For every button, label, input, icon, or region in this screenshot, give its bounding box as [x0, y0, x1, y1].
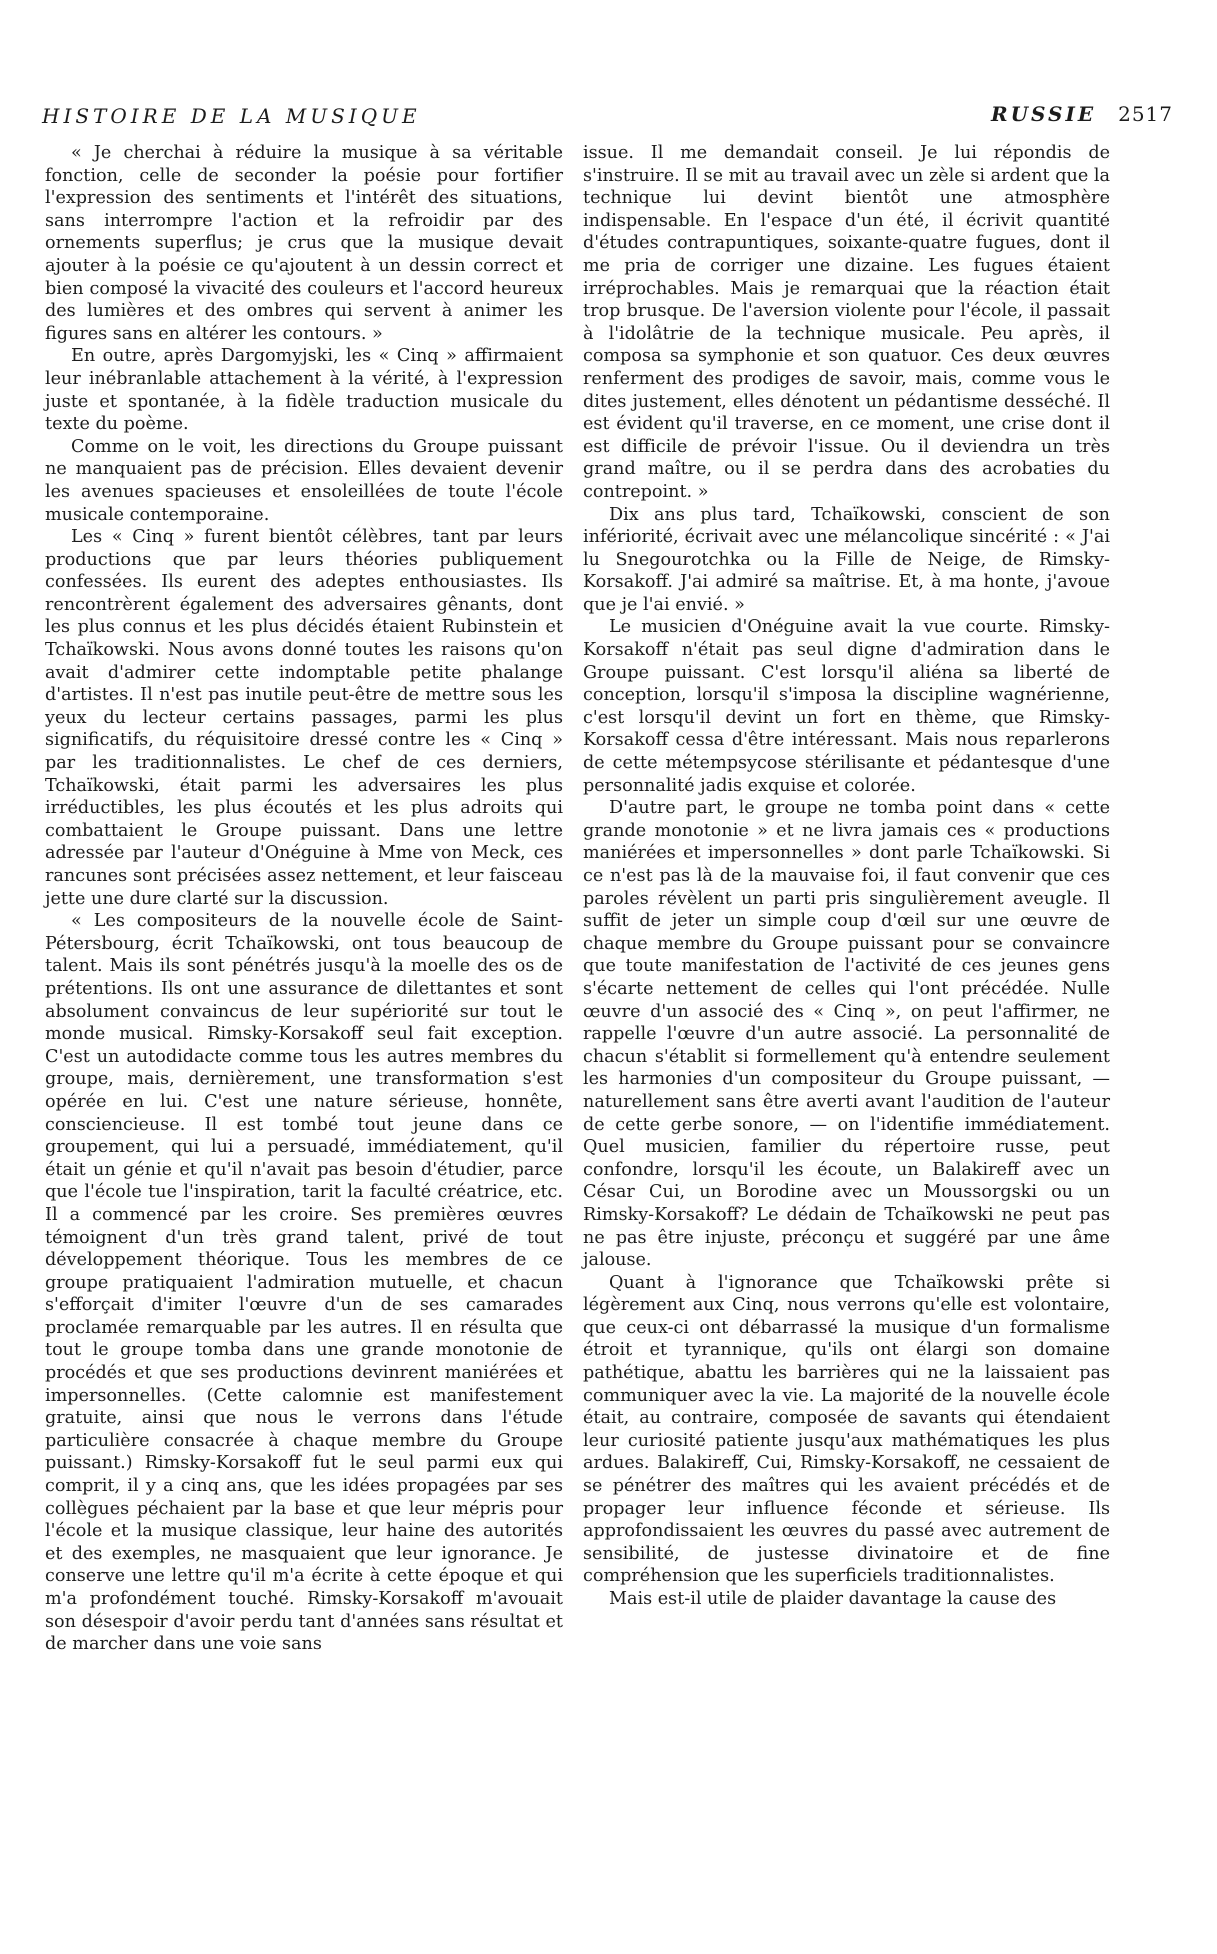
paragraph: issue. Il me demandait conseil. Je lui répondis de s'instruire. Il se mit au travail avec un zèle si ardent que la technique lui devint bientôt une atmosphère indispensable. En l'espace d'un été, il écrivit quantité d'études contrapuntiques, soixante-quatre fugues, dont il me pria de corriger une dizaine. Les fugues étaient irréprochables. Mais je remarquai que la réaction était trop brusque. De l'aversion violente pour l'école, il passait à l'idolâtrie de la technique musicale. Peu après, il composa sa symphonie et son quatuor. Ces deux œuvres renferment des prodiges de savoir, mais, comme vous le dites justement, elles dénotent un pédantisme desséché. Il est évident qu'il traverse, en ce moment, une crise dont il est difficile de prévoir l'issue. Ou il deviendra un très grand maître, ou il se perdra dans des acrobaties du contrepoint. » — [583, 143, 1110, 502]
paragraph: Le musicien d'Onéguine avait la vue courte. Rimsky-Korsakoff n'était pas seul digne d'admiration dans le Groupe puissant. C'est lorsqu'il aliéna sa liberté de conception, lorsqu'il s'imposa la discipline wagnérienne, c'est lorsqu'il devint un fort en thème, que Rimsky-Korsakoff cessa d'être intéressant. Mais nous reparlerons de cette métempsycose stérilisante et pédantesque d'une personnalité jadis exquise et colorée. — [583, 617, 1110, 796]
paragraph: « Je cherchai à réduire la musique à sa véritable fonction, celle de seconder la poésie pour fortifier l'expression des sentiments et l'intérêt des situations, sans interrompre l'action et la refroidir par des ornements superflus; je crus que la musique devait ajouter à la poésie ce qu'ajoutent à un dessin correct et bien composé la vivacité des couleurs et l'accord heureux des lumières et des ombres qui servent à animer les figures sans en altérer les contours. » — [45, 143, 563, 344]
paragraph: Dix ans plus tard, Tchaïkowski, conscient de son infériorité, écrivait avec une mélancolique sincérité : « J'ai lu Snegourotchka ou la Fille de Neige, de Rimsky-Korsakoff. J'ai admiré sa maîtrise. Et, à ma honte, j'avoue que je l'ai envié. » — [583, 504, 1110, 615]
section-title: RUSSIE — [990, 102, 1097, 126]
right-column — [583, 142, 1110, 1611]
paragraph: Les « Cinq » furent bientôt célèbres, tant par leurs productions que par leurs théories publiquement confessées. Ils eurent des adeptes enthousiastes. Ils rencontrèrent également des adversaires gênants, dont les plus connus et les plus décidés étaient Rubinstein et Tchaïkowski. Nous avons donné toutes les raisons qu'on avait d'admirer cette indomptable petite phalange d'artistes. Il n'est pas inutile peut-être de mettre sous les yeux du lecteur certains passages, parmi les plus significatifs, du réquisitoire dressé contre les « Cinq » par les traditionnalistes. Le chef de ces derniers, Tchaïkowski, était parmi les adversaires les plus irréductibles, les plus écoutés et les plus adroits qui combattaient le Groupe puissant. Dans une lettre adressée par l'auteur d'Onéguine à Mme von Meck, ces rancunes sont précisées assez nettement, et leur faisceau jette une dure clarté sur la discussion. — [45, 527, 563, 909]
running-title: HISTOIRE DE LA MUSIQUE — [42, 104, 421, 128]
page-number: 2517 — [1118, 102, 1173, 126]
paragraph: Quant à l'ignorance que Tchaïkowski prête si légèrement aux Cinq, nous verrons qu'elle est volontaire, que ceux-ci ont débarrassé la musique d'un formalisme étroit et tyrannique, qu'ils ont élargi son domaine pathétique, abattu les barrières qui ne la laissaient pas communiquer avec la vie. La majorité de la nouvelle école était, au contraire, composée de savants qui étendaient leur curiosité patiente jusqu'aux mathématiques les plus ardues. Balakireff, Cui, Rimsky-Korsakoff, ne cessaient de se pénétrer des maîtres qui les avaient précédés et de propager leur influence féconde et sérieuse. Ils approfondissaient les œuvres du passé avec autrement de sensibilité, de justesse divinatoire et de fine compréhension que les superficiels traditionnalistes. — [583, 1272, 1110, 1587]
left-column — [45, 142, 563, 1656]
header-right — [991, 102, 1173, 126]
paragraph: En outre, après Dargomyjski, les « Cinq » affirmaient leur inébranlable attachement à la vérité, à l'expression juste et spontanée, à la fidèle traduction musicale du texte du poème. — [45, 346, 563, 435]
paragraph: Comme on le voit, les directions du Groupe puissant ne manquaient pas de précision. Elles devaient devenir les avenues spacieuses et ensoleillées de toute l'école musicale contemporaine. — [45, 436, 563, 525]
paragraph: « Les compositeurs de la nouvelle école de Saint-Pétersbourg, écrit Tchaïkowski, ont tous beaucoup de talent. Mais ils sont pénétrés jusqu'à la moelle des os de prétentions. Ils ont une assurance de dilettantes et sont absolument convaincus de leur supériorité sur tout le monde musical. Rimsky-Korsakoff seul fait exception. C'est un autodidacte comme tous les autres membres du groupe, mais, dernièrement, une transformation s'est opérée en lui. C'est une nature sérieuse, honnête, consciencieuse. Il est tombé tout jeune dans ce groupement, qui lui a persuadé, immédiatement, qu'il était un génie et qu'il n'avait pas besoin d'étudier, parce que l'école tue l'inspiration, tarit la faculté créatrice, etc. Il a commencé par les croire. Ses premières œuvres témoignent d'un très grand talent, privé de tout développement théorique. Tous les membres de ce groupe pratiquaient l'admiration mutuelle, et chacun s'efforçait d'imiter l'œuvre d'un de ses camarades proclamée remarquable par les autres. Il en résulta que tout le groupe tomba dans une grande monotonie de procédés et que ses productions devinrent maniérées et impersonnelles. (Cette calomnie est manifestement gratuite, ainsi que nous le verrons dans l'étude particulière consacrée à chaque membre du Groupe puissant.) Rimsky-Korsakoff fut le seul parmi eux qui comprit, il y a cinq ans, que les idées propagées par ses collègues péchaient par la base et que leur mépris pour l'école et la musique classique, leur haine des autorités et des exemples, ne masquaient que leur ignorance. Je conserve une lettre qu'il m'a écrite à cette époque et qui m'a profondément touché. Rimsky-Korsakoff m'avouait son désespoir d'avoir perdu tant d'années sans résultat et de marcher dans une voie sans — [45, 911, 563, 1655]
paragraph: Mais est-il utile de plaider davantage la cause des — [609, 1589, 1057, 1609]
paragraph: D'autre part, le groupe ne tomba point dans « cette grande monotonie » et ne livra jamais ces « productions maniérées et impersonnelles » dont parle Tchaïkowski. Si ce n'est pas là de la mauvaise foi, il faut convenir que ces paroles révèlent un parti pris singulièrement aveugle. Il suffit de jeter un simple coup d'œil sur une œuvre de chaque membre du Groupe puissant pour se convaincre que toute manifestation de l'activité de ces jeunes gens s'écarte nettement de celles qui l'ont précédée. Nulle œuvre d'un associé des « Cinq », on peut l'affirmer, ne rappelle l'œuvre d'un autre associé. La personnalité de chacun s'établit si formellement qu'à entendre seulement les harmonies d'un compositeur du Groupe puissant, — naturellement sans être averti avant l'audition de l'auteur de cette gerbe sonore, — on l'identifie immédiatement. Quel musicien, familier du répertoire russe, peut confondre, lorsqu'il les écoute, un Balakireff avec un César Cui, un Borodine avec un Moussorgski ou un Rimsky-Korsakoff? Le dédain de Tchaïkowski ne peut pas ne pas être injuste, préconçu et suggéré par une âme jalouse. — [583, 798, 1110, 1271]
running-header — [40, 100, 1177, 136]
